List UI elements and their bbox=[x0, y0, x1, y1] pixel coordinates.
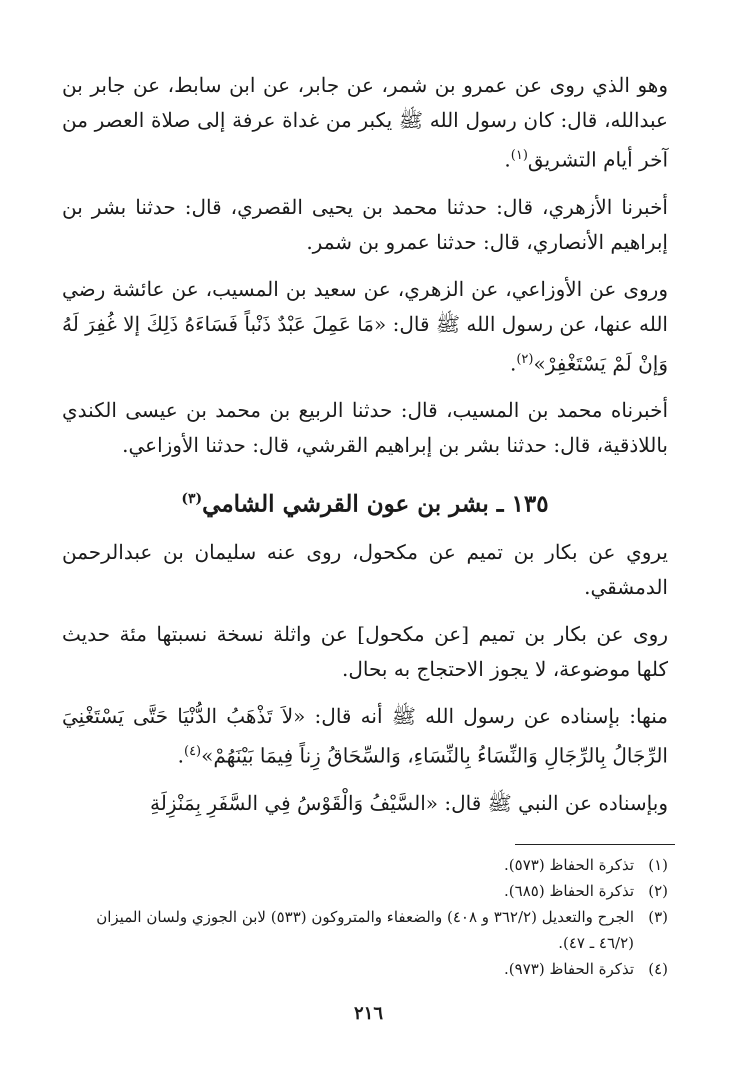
footnote-ref-4[interactable]: (٤) bbox=[183, 743, 202, 759]
paragraph-1: وهو الذي روى عن عمرو بن شمر، عن جابر، عن ابن سابط، عن جابر بن عبدالله، قال: كان رسول الله ﷺ يكبر من غداة عرفة إلى صلاة العصر من آخر أيام التشريق$^{(١)}$. bbox=[62, 73, 668, 172]
entry-heading: ١٣٥ ـ بشر بن عون القرشي الشامي$^{(٣)}$ bbox=[181, 490, 549, 518]
paragraph-6: روى عن بكار بن تميم [عن مكحول] عن واثلة نسخة نسبتها مئة حديث كلها موضوعة، لا يجوز الاحتجاج به بحال. bbox=[62, 621, 668, 681]
paragraph-8: وبإسناده عن النبي ﷺ قال: «السَّيْفُ وَالْقَوْسُ فِي السَّفَرِ بِمَنْزِلَةِ bbox=[150, 790, 668, 815]
footnote-2: (٢) تذكرة الحفاظ (٦٨٥). bbox=[504, 882, 668, 900]
footnote-ref-2[interactable]: (٢) bbox=[516, 351, 534, 367]
footnote-divider bbox=[515, 844, 675, 845]
footnote-1: (١) تذكرة الحفاظ (٥٧٣). bbox=[504, 856, 668, 874]
footnote-3: (٣) الجرح والتعديل (٣٦٢/٢ و ٤٠٨) والضعفاء والمتروكون (٥٣٣) لابن الجوزي ولسان الميزان (٤٦/٢ ـ ٤٧). bbox=[96, 908, 668, 952]
paragraph-4: أخبرناه محمد بن المسيب، قال: حدثنا الربيع بن محمد بن عيسى الكندي باللاذقية، قال: حدثنا بشر بن إبراهيم القرشي، قال: حدثنا الأوزاعي. bbox=[62, 398, 668, 458]
paragraph-3: وروى عن الأوزاعي، عن الزهري، عن سعيد بن المسيب، عن عائشة رضي الله عنها، عن رسول الله ﷺ قال: «مَا عَمِلَ عَبْدٌ ذَنْباً فَسَاءَهُ ذَلِكَ إلا غُفِرَ لَهُ وَإنْ لَمْ يَسْتَغْفِرْ»$^{(٢)}$. bbox=[62, 276, 668, 376]
paragraph-7: منها: بإسناده عن رسول الله ﷺ أنه قال: «لاَ تَذْهَبُ الدُّنْيَا حَتَّى يَسْتَغْنِيَ الرِّجَالُ بِالرِّجَالِ وَالنِّسَاءُ بِالنِّسَاءِ، وَالسِّحَاقُ زِناً فِيمَا بَيْنَهُمْ»$^{(٤)}$. bbox=[62, 703, 668, 768]
page-number: ٢١٦ bbox=[353, 1003, 383, 1024]
paragraph-2: أخبرنا الأزهري، قال: حدثنا محمد بن يحيى القصري، قال: حدثنا بشر بن إبراهيم الأنصاري، قال: حدثنا عمرو بن شمر. bbox=[62, 194, 668, 254]
footnote-ref-1[interactable]: (١) bbox=[510, 148, 528, 163]
footnote-4: (٤) تذكرة الحفاظ (٩٧٣). bbox=[504, 960, 668, 978]
paragraph-5: يروي عن بكار بن تميم عن مكحول، روى عنه سليمان بن عبدالرحمن الدمشقي. bbox=[62, 539, 668, 599]
footnotes bbox=[62, 852, 668, 982]
page-body bbox=[62, 68, 668, 833]
footnote-ref-3[interactable]: (٣) bbox=[181, 491, 203, 508]
